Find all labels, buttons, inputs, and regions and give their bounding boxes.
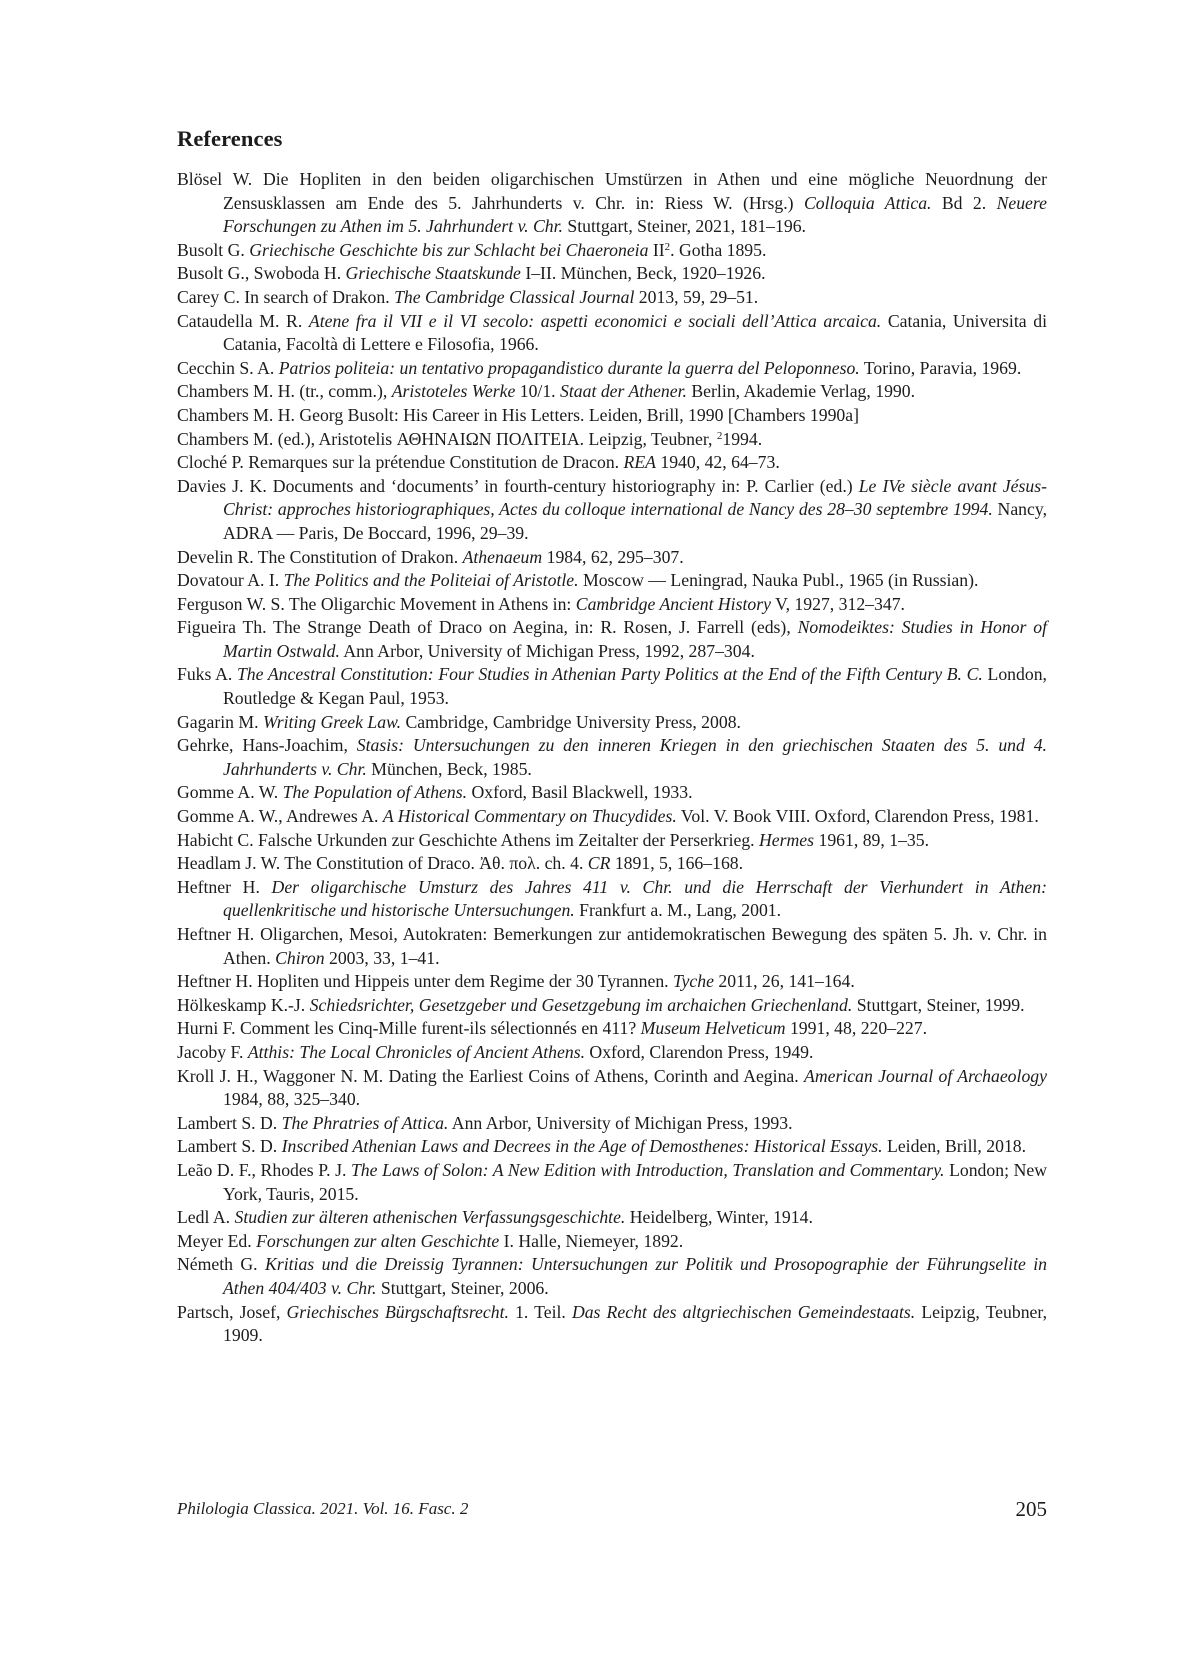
reference-entry bbox=[177, 475, 1047, 546]
reference-entry bbox=[177, 1253, 1047, 1300]
reference-entry bbox=[177, 1135, 1047, 1159]
reference-text: 1984, 62, 295–307. bbox=[542, 546, 684, 567]
references-heading: References bbox=[177, 126, 283, 151]
reference-text: Bd 2. bbox=[931, 192, 997, 213]
reference-entry bbox=[177, 1301, 1047, 1348]
reference-text: Jacoby F. bbox=[177, 1041, 248, 1062]
italic-title: The Population of Athens. bbox=[282, 782, 468, 803]
italic-title: American Journal of Archaeology bbox=[804, 1065, 1047, 1086]
reference-entry bbox=[177, 357, 1047, 381]
reference-entry bbox=[177, 1065, 1047, 1112]
reference-text: Lambert S. D. bbox=[177, 1112, 282, 1133]
reference-entry bbox=[177, 616, 1047, 663]
italic-title: The Cambridge Classical Journal bbox=[394, 286, 635, 307]
reference-text: Busolt G. bbox=[177, 239, 250, 260]
references-section bbox=[177, 126, 1047, 1348]
reference-text: Carey C. In search of Drakon. bbox=[177, 286, 395, 307]
italic-title: REA bbox=[623, 452, 656, 473]
reference-text: Hölkeskamp K.-J. bbox=[177, 994, 310, 1015]
italic-title: Chiron bbox=[275, 947, 325, 968]
italic-title: Colloquia Attica. bbox=[803, 192, 932, 213]
italic-title: The Phratries of Attica. bbox=[281, 1112, 449, 1133]
reference-text: I–II. München, Beck, 1920–1926. bbox=[520, 263, 766, 284]
reference-entry bbox=[177, 310, 1047, 357]
reference-entry bbox=[177, 994, 1047, 1018]
italic-title: Nomodeiktes: Studies in Honor of Martin Ostwald. bbox=[223, 617, 1047, 661]
reference-text: Chambers M. H. (tr., comm.), bbox=[177, 381, 392, 402]
reference-entry bbox=[177, 876, 1047, 923]
reference-text: Chambers M. H. Georg Busolt: His Career in His Letters. Leiden, Brill, 1990 [Chambers 1990a] bbox=[177, 404, 859, 425]
italic-title: Athenaeum bbox=[462, 546, 543, 567]
reference-text: Davies J. K. Documents and ‘documents’ in fourth-century historiography in: P. Carlier (ed.) bbox=[177, 475, 859, 496]
reference-text: 1891, 5, 166–168. bbox=[610, 853, 744, 874]
reference-text: Develin R. The Constitution of Drakon. bbox=[177, 546, 463, 567]
reference-text: Dovatour A. I. bbox=[177, 570, 284, 591]
reference-entry bbox=[177, 404, 1047, 428]
page-number: 205 bbox=[1015, 1497, 1047, 1521]
reference-text: Cataudella M. R. bbox=[177, 310, 309, 331]
reference-entry bbox=[177, 428, 1047, 452]
reference-text: Oxford, Clarendon Press, 1949. bbox=[585, 1041, 814, 1062]
reference-text: Stuttgart, Steiner, 1999. bbox=[852, 994, 1025, 1015]
reference-text: Partsch, Josef, bbox=[177, 1301, 287, 1322]
reference-entry bbox=[177, 239, 1047, 263]
reference-text: Ann Arbor, University of Michigan Press, 1993. bbox=[448, 1112, 793, 1133]
reference-list bbox=[177, 168, 1047, 1348]
reference-text: V, 1927, 312–347. bbox=[770, 593, 905, 614]
reference-text: Berlin, Akademie Verlag, 1990. bbox=[686, 381, 916, 402]
reference-entry bbox=[177, 852, 1047, 876]
reference-entry bbox=[177, 805, 1047, 829]
reference-text: Chambers M. (ed.), Aristotelis ΑΘΗΝΑΙΩΝ ΠΟΛΙΤΕΙΑ. Leipzig, Teubner, bbox=[177, 428, 717, 449]
reference-text: I. Halle, Niemeyer, 1892. bbox=[499, 1230, 684, 1251]
reference-text: Stuttgart, Steiner, 2006. bbox=[376, 1277, 549, 1298]
reference-text: Kroll J. H., Waggoner N. M. Dating the Earliest Coins of Athens, Corinth and Aegina. bbox=[177, 1065, 805, 1086]
italic-title: Inscribed Athenian Laws and Decrees in the Age of Demosthenes: Historical Essays. bbox=[281, 1136, 883, 1157]
reference-text: Gomme A. W. bbox=[177, 782, 283, 803]
italic-title: Aristoteles Werke bbox=[391, 381, 516, 402]
italic-title: Kritias und die Dreissig Tyrannen: Untersuchungen zur Politik und Prosopographie der Führungselite in Athen 404/403 v. Chr. bbox=[223, 1254, 1047, 1298]
reference-text: 2013, 59, 29–51. bbox=[634, 286, 759, 307]
reference-entry bbox=[177, 593, 1047, 617]
reference-text: Hurni F. Comment les Cinq-Mille furent-ils sélectionnés en 411? bbox=[177, 1018, 641, 1039]
reference-text: Vol. V. Book VIII. Oxford, Clarendon Press, 1981. bbox=[676, 806, 1039, 827]
reference-entry bbox=[177, 1230, 1047, 1254]
reference-text: 1961, 89, 1–35. bbox=[814, 829, 930, 850]
reference-entry bbox=[177, 286, 1047, 310]
reference-text: Oxford, Basil Blackwell, 1933. bbox=[467, 782, 693, 803]
reference-entry bbox=[177, 569, 1047, 593]
reference-entry bbox=[177, 923, 1047, 970]
italic-title: The Politics and the Politeiai of Aristotle. bbox=[283, 570, 579, 591]
reference-entry bbox=[177, 1206, 1047, 1230]
reference-text: London; New York, Tauris, 2015. bbox=[223, 1159, 1047, 1204]
reference-text: Moscow — Leningrad, Nauka Publ., 1965 (in Russian). bbox=[578, 570, 979, 591]
reference-text: 1991, 48, 220–227. bbox=[785, 1018, 928, 1039]
reference-text: II bbox=[648, 239, 665, 260]
italic-title: Cambridge Ancient History bbox=[575, 593, 771, 614]
reference-text: London, Routledge & Kegan Paul, 1953. bbox=[223, 664, 1047, 709]
reference-text: Heftner H. bbox=[177, 876, 272, 897]
reference-entry bbox=[177, 1041, 1047, 1065]
reference-text: 2003, 33, 1–41. bbox=[324, 947, 440, 968]
italic-title: Tyche bbox=[673, 971, 714, 992]
reference-entry bbox=[177, 663, 1047, 710]
reference-text: Fuks A. bbox=[177, 664, 237, 685]
italic-title: Der oligarchische Umsturz des Jahres 411 v. Chr. und die Herrschaft der Vierhundert in Athen: quellenkritische und historische Untersuchungen. bbox=[223, 876, 1047, 921]
reference-entry bbox=[177, 1017, 1047, 1041]
reference-text: Németh G. bbox=[177, 1254, 266, 1275]
italic-title: Writing Greek Law. bbox=[262, 711, 402, 732]
italic-title: Le IVe siècle avant Jésus-Christ: approches historiographiques, Actes du colloque international de Nancy des 28–30 septembre 1994. bbox=[223, 475, 1048, 520]
reference-entry bbox=[177, 1112, 1047, 1136]
reference-text: Cambridge, Cambridge University Press, 2008. bbox=[401, 711, 741, 732]
italic-title: Neuere Forschungen zu Athen im 5. Jahrhundert v. Chr. bbox=[223, 192, 1047, 237]
reference-entry bbox=[177, 829, 1047, 853]
reference-text: Headlam J. W. The Constitution of Draco. Ἀθ. πολ. ch. 4. bbox=[177, 853, 588, 874]
reference-text: Ledl A. bbox=[177, 1207, 235, 1228]
italic-title: Staat der Athener. bbox=[560, 381, 687, 402]
reference-text: Torino, Paravia, 1969. bbox=[859, 357, 1022, 378]
reference-text: Busolt G., Swoboda H. bbox=[177, 263, 346, 284]
reference-entry bbox=[177, 781, 1047, 805]
reference-text: Heidelberg, Winter, 1914. bbox=[625, 1207, 813, 1228]
reference-text: Gomme A. W., Andrewes A. bbox=[177, 806, 383, 827]
reference-entry bbox=[177, 734, 1047, 781]
italic-title: Forschungen zur alten Geschichte bbox=[256, 1230, 500, 1251]
reference-entry bbox=[177, 711, 1047, 735]
italic-title: Atene fra il VII e il VI secolo: aspetti economici e sociali dell’Attica arcaica. bbox=[308, 310, 882, 331]
reference-text: 1940, 42, 64–73. bbox=[655, 452, 780, 473]
reference-text: Ann Arbor, University of Michigan Press, 1992, 287–304. bbox=[339, 640, 755, 661]
reference-text: Stuttgart, Steiner, 2021, 181–196. bbox=[562, 216, 806, 237]
reference-text: Heftner H. Oligarchen, Mesoi, Autokraten: Bemerkungen zur antidemokratischen Bewegung des späten 5. Jh. v. Chr. in Athen. bbox=[177, 924, 1047, 968]
reference-text: Habicht C. Falsche Urkunden zur Geschichte Athens im Zeitalter der Perserkrieg. bbox=[177, 829, 760, 850]
reference-entry bbox=[177, 380, 1047, 404]
italic-title: CR bbox=[587, 853, 611, 874]
italic-title: Griechische Geschichte bis zur Schlacht bei Chaeroneia bbox=[249, 239, 649, 260]
journal-citation: Philologia Classica. 2021. Vol. 16. Fasc. 2 bbox=[177, 1499, 469, 1518]
reference-text: 2011, 26, 141–164. bbox=[713, 971, 855, 992]
reference-text: Meyer Ed. bbox=[177, 1230, 257, 1251]
reference-text: München, Beck, 1985. bbox=[366, 758, 532, 779]
reference-text: 1. Teil. bbox=[508, 1301, 572, 1322]
reference-entry bbox=[177, 1159, 1047, 1206]
reference-text: 1994. bbox=[722, 428, 763, 449]
reference-text: Leão D. F., Rhodes P. J. bbox=[177, 1159, 351, 1180]
italic-title: Schiedsrichter, Gesetzgeber und Gesetzgebung im archaichen Griechenland. bbox=[309, 994, 853, 1015]
italic-title: Das Recht des altgriechischen Gemeindestaats. bbox=[571, 1301, 916, 1322]
reference-text: Frankfurt a. M., Lang, 2001. bbox=[574, 900, 782, 921]
reference-text: Lambert S. D. bbox=[177, 1136, 282, 1157]
reference-text: Cecchin S. A. bbox=[177, 357, 279, 378]
superscript-text: 2 bbox=[664, 240, 671, 253]
reference-entry bbox=[177, 970, 1047, 994]
reference-text: 1984, 88, 325–340. bbox=[223, 1089, 361, 1110]
reference-entry bbox=[177, 546, 1047, 570]
reference-text: Gagarin M. bbox=[177, 711, 263, 732]
italic-title: Patrios politeia: un tentativo propagandistico durante la guerra del Peloponneso. bbox=[278, 357, 860, 378]
italic-title: Griechische Staatskunde bbox=[345, 263, 521, 284]
reference-entry bbox=[177, 262, 1047, 286]
italic-title: Museum Helveticum bbox=[640, 1018, 786, 1039]
superscript-text: 2 bbox=[716, 429, 723, 442]
reference-text: Leiden, Brill, 2018. bbox=[882, 1136, 1027, 1157]
reference-text: Gehrke, Hans-Joachim, bbox=[177, 735, 357, 756]
reference-text: Catania, Universita di Catania, Facoltà di Lettere e Filosofia, 1966. bbox=[223, 310, 1047, 355]
reference-text: Ferguson W. S. The Oligarchic Movement in Athens in: bbox=[177, 593, 576, 614]
reference-text: . Gotha 1895. bbox=[670, 239, 767, 260]
reference-entry bbox=[177, 168, 1047, 239]
italic-title: Atthis: The Local Chronicles of Ancient Athens. bbox=[247, 1041, 585, 1062]
italic-title: Hermes bbox=[759, 829, 815, 850]
reference-text: Figueira Th. The Strange Death of Draco on Aegina, in: R. Rosen, J. Farrell (eds), bbox=[177, 617, 798, 638]
reference-text: Nancy, ADRA — Paris, De Boccard, 1996, 29–39. bbox=[223, 499, 1047, 543]
italic-title: The Laws of Solon: A New Edition with Introduction, Translation and Commentary. bbox=[350, 1159, 945, 1180]
reference-text: Blösel W. Die Hopliten in den beiden oligarchischen Umstürzen in Athen und eine mögliche Neuordnung der Zensusklassen am Ende des 5. Jahrhunderts v. Chr. in: Riess W. (Hrsg.) bbox=[177, 169, 1047, 213]
reference-text: Leipzig, Teubner, 1909. bbox=[223, 1301, 1047, 1346]
reference-text: Cloché P. Remarques sur la prétendue Constitution de Dracon. bbox=[177, 452, 624, 473]
italic-title: Stasis: Untersuchungen zu den inneren Kriegen in den griechischen Staaten des 5. und 4. Jahrhunderts v. Chr. bbox=[223, 735, 1047, 779]
italic-title: Griechisches Bürgschaftsrecht. bbox=[286, 1301, 509, 1322]
reference-text: 10/1. bbox=[515, 381, 561, 402]
reference-text: Heftner H. Hopliten und Hippeis unter dem Regime der 30 Tyrannen. bbox=[177, 971, 674, 992]
italic-title: The Ancestral Constitution: Four Studies in Athenian Party Politics at the End of the Fifth Century B. C. bbox=[236, 664, 983, 685]
italic-title: A Historical Commentary on Thucydides. bbox=[382, 806, 677, 827]
italic-title: Studien zur älteren athenischen Verfassungsgeschichte. bbox=[234, 1207, 626, 1228]
reference-entry bbox=[177, 451, 1047, 475]
